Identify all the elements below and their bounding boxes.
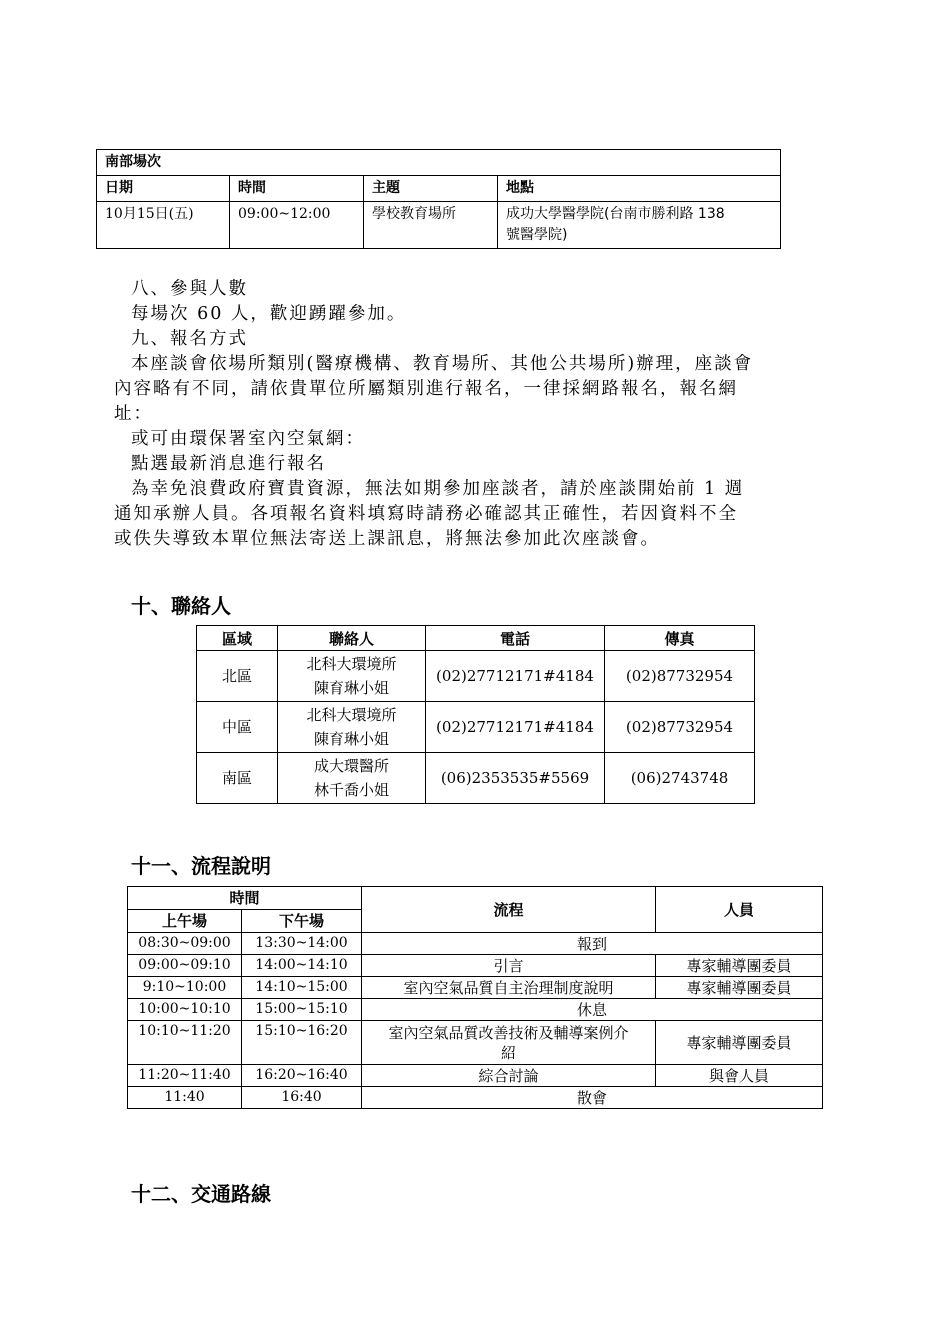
section-9-para4-line2: 通知承辦人員。各項報名資料填寫時請務必確認其正確性，若因資料不全: [114, 504, 738, 524]
contact-region: 南區: [197, 753, 278, 804]
contact-header-region: 區域: [197, 626, 278, 651]
location-line-2: 號醫學院): [506, 227, 568, 243]
contact-fax: (02)87732954: [605, 702, 755, 753]
flow-am-time: 11:40: [128, 1087, 242, 1109]
flow-row: [128, 955, 823, 977]
flow-header-staff: 人員: [656, 887, 823, 933]
flow-process-line-1: 室內空氣品質改善技術及輔導案例介: [388, 1023, 629, 1042]
contact-org: 北科大環境所: [306, 655, 397, 673]
flow-pm-time: 16:20~16:40: [242, 1065, 362, 1087]
contact-fax: (06)2743748: [605, 753, 755, 804]
flow-process: [362, 1021, 656, 1065]
contact-org: 成大環醫所: [313, 757, 389, 775]
flow-row: [128, 933, 823, 955]
section-8-body: 每場次 60 人，歡迎踴躍參加。: [131, 304, 407, 324]
flow-pm-time: 13:30~14:00: [242, 933, 362, 955]
contact-person: [278, 651, 426, 702]
flow-header-process: 流程: [362, 887, 656, 933]
flow-am-time: 10:10~11:20: [128, 1021, 242, 1065]
section-12-heading: 十二、交通路線: [131, 1182, 271, 1206]
flow-header-pm: 下午場: [242, 910, 362, 933]
contact-person: [278, 753, 426, 804]
flow-staff: 與會人員: [656, 1065, 823, 1087]
flow-row: [128, 1087, 823, 1109]
section-9-para1-line3: 址：: [114, 404, 153, 424]
flow-table: [127, 886, 823, 1109]
contact-phone: (02)27712171#4184: [426, 702, 605, 753]
contact-region: 中區: [197, 702, 278, 753]
contact-phone: (02)27712171#4184: [426, 651, 605, 702]
flow-process: 綜合討論: [362, 1065, 656, 1087]
flow-process: 散會: [362, 1087, 823, 1109]
flow-staff: 專家輔導團委員: [656, 977, 823, 999]
flow-pm-time: 15:10~16:20: [242, 1021, 362, 1065]
contact-fax: (02)87732954: [605, 651, 755, 702]
south-session-label: 南部場次: [97, 150, 781, 176]
section-9-para1-line2: 內容略有不同，請依貴單位所屬類別進行報名，一律採網路報名，報名網: [114, 379, 738, 399]
contact-row-north: [197, 651, 755, 702]
flow-process: 室內空氣品質自主治理制度說明: [362, 977, 656, 999]
flow-row: [128, 977, 823, 999]
cell-location: [498, 202, 781, 249]
cell-topic: 學校教育場所: [364, 202, 498, 249]
section-9-para4-line3: 或佚失導致本單位無法寄送上課訊息，將無法參加此次座談會。: [114, 529, 660, 549]
contact-person: [278, 702, 426, 753]
flow-staff: 專家輔導團委員: [656, 1021, 823, 1065]
contact-row-south: [197, 753, 755, 804]
contact-name: 林千喬小姐: [313, 781, 389, 799]
south-session-table: [96, 149, 781, 249]
contact-header-person: 聯絡人: [278, 626, 426, 651]
col-header-date: 日期: [97, 176, 230, 202]
section-9-title: 九、報名方式: [131, 329, 248, 349]
flow-process-line-2: 紹: [500, 1043, 516, 1062]
contact-header-phone: 電話: [426, 626, 605, 651]
section-11-heading: 十一、流程說明: [131, 854, 271, 878]
col-header-topic: 主題: [364, 176, 498, 202]
section-9-para1-line1: 本座談會依場所類別(醫療機構、教育場所、其他公共場所)辦理，座談會: [131, 354, 754, 374]
flow-am-time: 08:30~09:00: [128, 933, 242, 955]
section-9-para2: 或可由環保署室內空氣網：: [131, 429, 365, 449]
flow-am-time: 09:00~09:10: [128, 955, 242, 977]
flow-pm-time: 14:00~14:10: [242, 955, 362, 977]
section-9-para4-line1: 為幸免浪費政府寶貴資源，無法如期參加座談者，請於座談開始前 1 週: [131, 479, 745, 499]
flow-am-time: 11:20~11:40: [128, 1065, 242, 1087]
contact-row-central: [197, 702, 755, 753]
flow-process: 引言: [362, 955, 656, 977]
col-header-time: 時間: [230, 176, 364, 202]
flow-pm-time: 15:00~15:10: [242, 999, 362, 1021]
flow-row: [128, 1021, 823, 1065]
flow-am-time: 9:10~10:00: [128, 977, 242, 999]
contact-table: [196, 625, 755, 804]
flow-header-am: 上午場: [128, 910, 242, 933]
flow-row: [128, 1065, 823, 1087]
section-8-title: 八、參與人數: [131, 279, 248, 299]
contact-phone: (06)2353535#5569: [426, 753, 605, 804]
flow-pm-time: 14:10~15:00: [242, 977, 362, 999]
contact-name: 陳育琳小姐: [313, 679, 389, 697]
flow-row: [128, 999, 823, 1021]
section-9-para3: 點選最新消息進行報名: [131, 454, 326, 474]
flow-process: 休息: [362, 999, 823, 1021]
contact-name: 陳育琳小姐: [313, 730, 389, 748]
location-line-1: 成功大學醫學院(台南市勝利路 138: [506, 206, 725, 222]
flow-pm-time: 16:40: [242, 1087, 362, 1109]
cell-time: 09:00~12:00: [230, 202, 364, 249]
cell-date: 10月15日(五): [97, 202, 230, 249]
section-10-heading: 十、聯絡人: [131, 594, 231, 618]
flow-am-time: 10:00~10:10: [128, 999, 242, 1021]
flow-header-time: 時間: [128, 887, 362, 910]
flow-process: 報到: [362, 933, 823, 955]
contact-region: 北區: [197, 651, 278, 702]
col-header-location: 地點: [498, 176, 781, 202]
contact-org: 北科大環境所: [306, 706, 397, 724]
flow-staff: 專家輔導團委員: [656, 955, 823, 977]
contact-header-fax: 傳真: [605, 626, 755, 651]
